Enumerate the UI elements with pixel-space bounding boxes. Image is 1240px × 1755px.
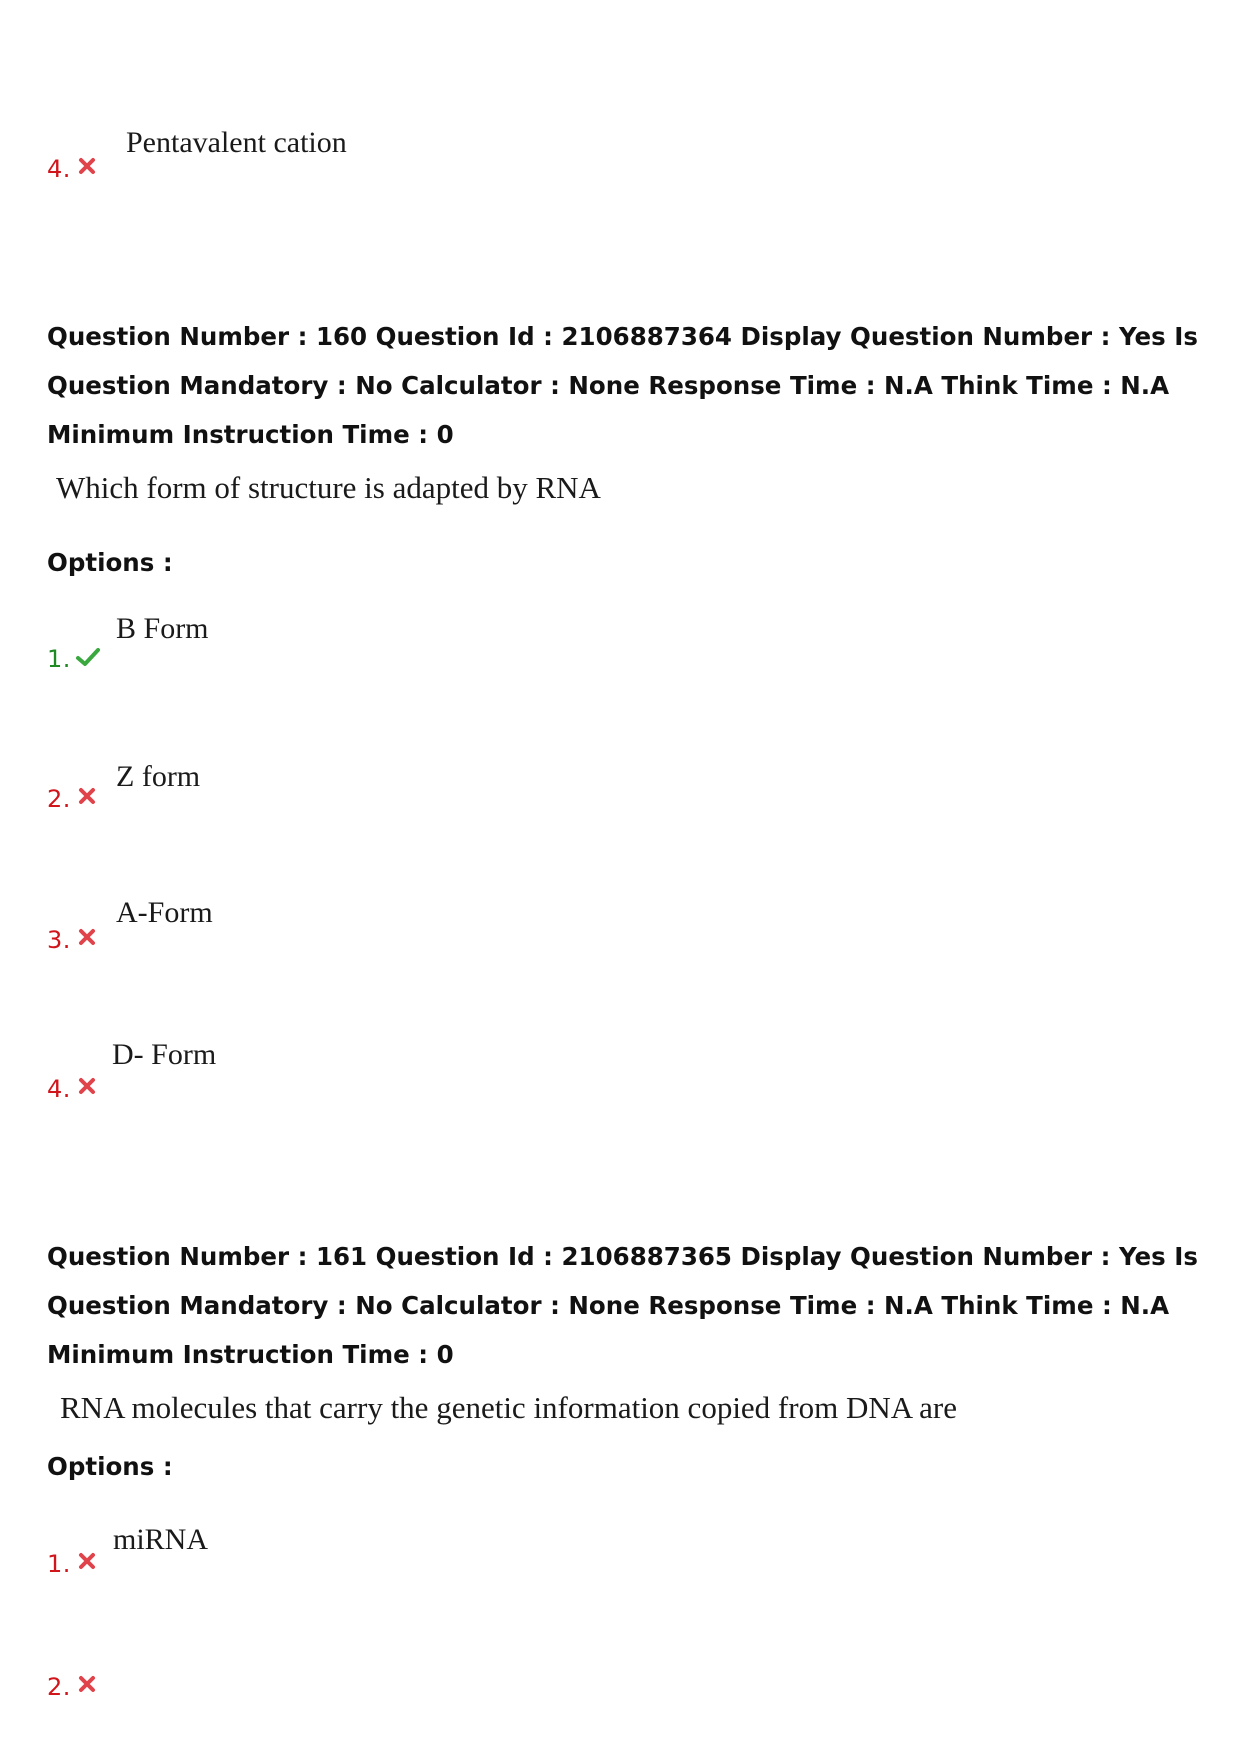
option-number: 1. — [47, 645, 71, 673]
options-label: Options : — [47, 1452, 173, 1481]
cross-icon — [76, 1075, 98, 1097]
cross-icon — [76, 785, 98, 807]
option-text: D- Form — [112, 1038, 217, 1071]
question-text: RNA molecules that carry the genetic information copied from DNA are — [60, 1390, 957, 1425]
option-number: 2. — [47, 785, 71, 813]
option-text: Pentavalent cation — [126, 126, 347, 159]
option-number: 3. — [47, 926, 71, 954]
cross-icon — [76, 1673, 98, 1695]
option-text: A-Form — [116, 896, 213, 929]
option-text: Z form — [116, 760, 201, 793]
options-label: Options : — [47, 548, 173, 577]
question-text: Which form of structure is adapted by RNA — [56, 470, 601, 505]
option-number: 1. — [47, 1550, 71, 1578]
cross-icon — [76, 155, 98, 177]
question-header: Question Number : 160 Question Id : 2106887364 Display Question Number : Yes Is Question Mandatory : No Calculator : None Response Time : N.A Think Time : N.A Minimum Instruction Time : 0 — [47, 322, 1198, 449]
check-icon — [75, 646, 101, 668]
cross-icon — [76, 1550, 98, 1572]
option-text: B Form — [116, 612, 209, 645]
cross-icon — [76, 926, 98, 948]
option-number: 4. — [47, 155, 71, 183]
option-number: 2. — [47, 1673, 71, 1701]
option-number: 4. — [47, 1075, 71, 1103]
option-text: miRNA — [113, 1523, 209, 1556]
question-header: Question Number : 161 Question Id : 2106887365 Display Question Number : Yes Is Question Mandatory : No Calculator : None Response Time : N.A Think Time : N.A Minimum Instruction Time : 0 — [47, 1242, 1198, 1369]
